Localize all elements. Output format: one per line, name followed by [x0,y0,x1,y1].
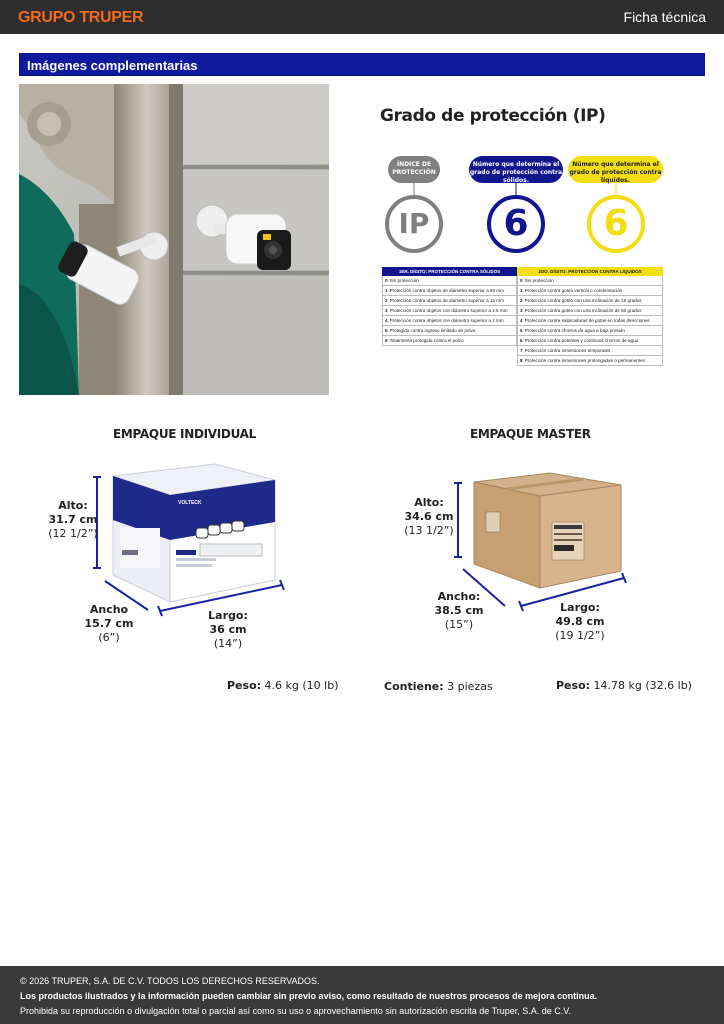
liquids-row-digit: 8 [520,358,523,363]
individual-length [203,609,253,651]
master-height [404,496,454,538]
liquids-row-digit: 4 [520,318,523,323]
solids-row [382,296,517,306]
solids-row-text: Protección contra objetos con diámetro superior a 1 mm [389,318,504,323]
liquids-row [517,276,663,286]
master-contents-label: Contiene: [384,680,444,693]
ip-connectors [0,0,724,300]
footer-legal: Prohibida su reproducción o divulgación total o parcial así como su uso o aprovechamiento sin autorización escrita de Truper, S.A. de C.V. [20,1006,571,1016]
solids-row-text: Totalmente protegido contra el polvo [389,338,464,343]
master-contents [384,680,493,693]
ip-solids-pill: Número que determina el grado de protección contra sólidos. [469,156,563,183]
master-width-label: Ancho: [437,590,481,603]
solids-row [382,306,517,316]
liquids-row [517,356,663,366]
master-width [434,590,484,632]
master-weight-label: Peso: [556,679,591,692]
master-weight-value: 14.78 kg (32.6 lb) [593,679,692,692]
liquids-row-text: Protección contra inmersiones prolongadas o permanentes [524,358,645,363]
individual-height-in: (12 1/2”) [48,527,98,540]
solids-row-digit: 5 [385,328,388,333]
ip-solids-table [382,267,517,346]
liquids-row-digit: 1 [520,288,523,293]
solids-row-text: Protección contra objetos de diámetro superior a 12 mm [389,298,504,303]
master-package-title: EMPAQUE MASTER [470,427,591,441]
box-brand-text: VOLTECK [178,500,202,506]
liquids-row-text: Protección contra goteo con una inclinación de 15 grados [524,298,642,303]
liquids-row [517,336,663,346]
liquids-row [517,316,663,326]
solids-row [382,326,517,336]
brand-logo: GRUPO TRUPER [18,9,144,26]
ip-title: Grado de protección (IP) [380,106,606,126]
master-width-cm: 38.5 cm [434,604,484,617]
solids-row [382,316,517,326]
individual-width-label: Ancho [89,603,129,616]
individual-width-cm: 15.7 cm [84,617,134,630]
liquids-row-digit: 2 [520,298,523,303]
solids-row-digit: 2 [385,298,388,303]
solids-row-digit: 1 [385,288,388,293]
solids-row-text: Protección contra objetos de diámetro superior a 50 mm [389,288,504,293]
individual-weight [227,679,339,692]
liquids-row-text: Protección contra potentes y continuos chorros de agua [524,338,639,343]
solids-row-text: Protegido contra ingreso limitado de polvo [389,328,476,333]
master-length-in: (19 1/2”) [555,629,605,642]
liquids-row [517,306,663,316]
solids-row-digit: 3 [385,308,388,313]
individual-width [84,603,134,645]
master-length-label: Largo: [560,601,600,614]
individual-height [48,499,98,541]
liquids-row [517,286,663,296]
document-type: Ficha técnica [623,9,706,25]
individual-height-cm: 31.7 cm [48,513,98,526]
individual-package-title: EMPAQUE INDIVIDUAL [113,427,256,441]
solids-row [382,276,517,286]
solids-row-text: Protección contra objetos con diámetro superior a 2.5 mm [389,308,508,313]
solids-row-text: Sin protección [389,278,419,283]
master-length [555,601,605,643]
footer-copyright: © 2026 TRUPER, S.A. DE C.V. TODOS LOS DERECHOS RESERVADOS. [20,976,320,986]
individual-width-in: (6”) [98,631,120,644]
individual-length-cm: 36 cm [209,623,247,636]
master-contents-value: 3 piezas [447,680,493,693]
solids-row [382,336,517,346]
individual-length-in: (14”) [213,637,243,650]
individual-weight-label: Peso: [227,679,262,692]
section-title: Imágenes complementarias [27,58,198,73]
footer [0,966,724,1024]
footer-notice: Los productos ilustrados y la información pueden cambiar sin previo aviso, como resultado de nuestros procesos de mejora continua. [20,991,598,1001]
ip-solids-header: 1ER. DÍGITO: PROTECCIÓN CONTRA SÓLIDOS [382,267,517,276]
liquids-row-digit: 0 [520,278,523,283]
liquids-row-text: Protección contra goteo con una inclinación de 60 grados [524,308,642,313]
master-width-in: (15”) [444,618,474,631]
master-length-cm: 49.8 cm [555,615,605,628]
liquids-row-text: Sin protección [524,278,554,283]
liquids-row-text: Protección contra goteo vertical o condensación [524,288,623,293]
master-height-label: Alto: [414,496,444,509]
solids-row-digit: 0 [385,278,388,283]
solids-row-digit: 6 [385,338,388,343]
solids-row-digit: 4 [385,318,388,323]
liquids-row-digit: 5 [520,328,523,333]
master-height-cm: 34.6 cm [404,510,454,523]
ip-ring: IP [385,195,443,253]
liquids-row-text: Protección contra salpicaduras de gotas en todas direcciones [524,318,650,323]
ip-liquids-header: 2DO. DÍGITO: PROTECCIÓN CONTRA LÍQUIDOS [517,267,663,276]
liquids-row-digit: 7 [520,348,523,353]
liquids-row [517,346,663,356]
individual-weight-value: 4.6 kg (10 lb) [264,679,339,692]
ip-liquid-digit: 6 [587,195,645,253]
liquids-row [517,326,663,336]
individual-height-label: Alto: [58,499,88,512]
master-height-in: (13 1/2”) [404,524,454,537]
ip-liquids-table [517,267,663,366]
solids-row [382,286,517,296]
liquids-row-text: Protección contra chorros de agua a baja presión [524,328,625,333]
individual-length-label: Largo: [208,609,248,622]
master-weight [556,679,692,692]
liquids-row-digit: 3 [520,308,523,313]
ip-index-pill: ÍNDICE DE PROTECCIÓN [388,156,440,183]
ip-liquids-pill: Número que determina el grado de protección contra líquidos. [568,156,663,183]
liquids-row-text: Protección contra inmersiones temporales [524,348,611,353]
ip-solid-digit: 6 [487,195,545,253]
liquids-row-digit: 6 [520,338,523,343]
liquids-row [517,296,663,306]
